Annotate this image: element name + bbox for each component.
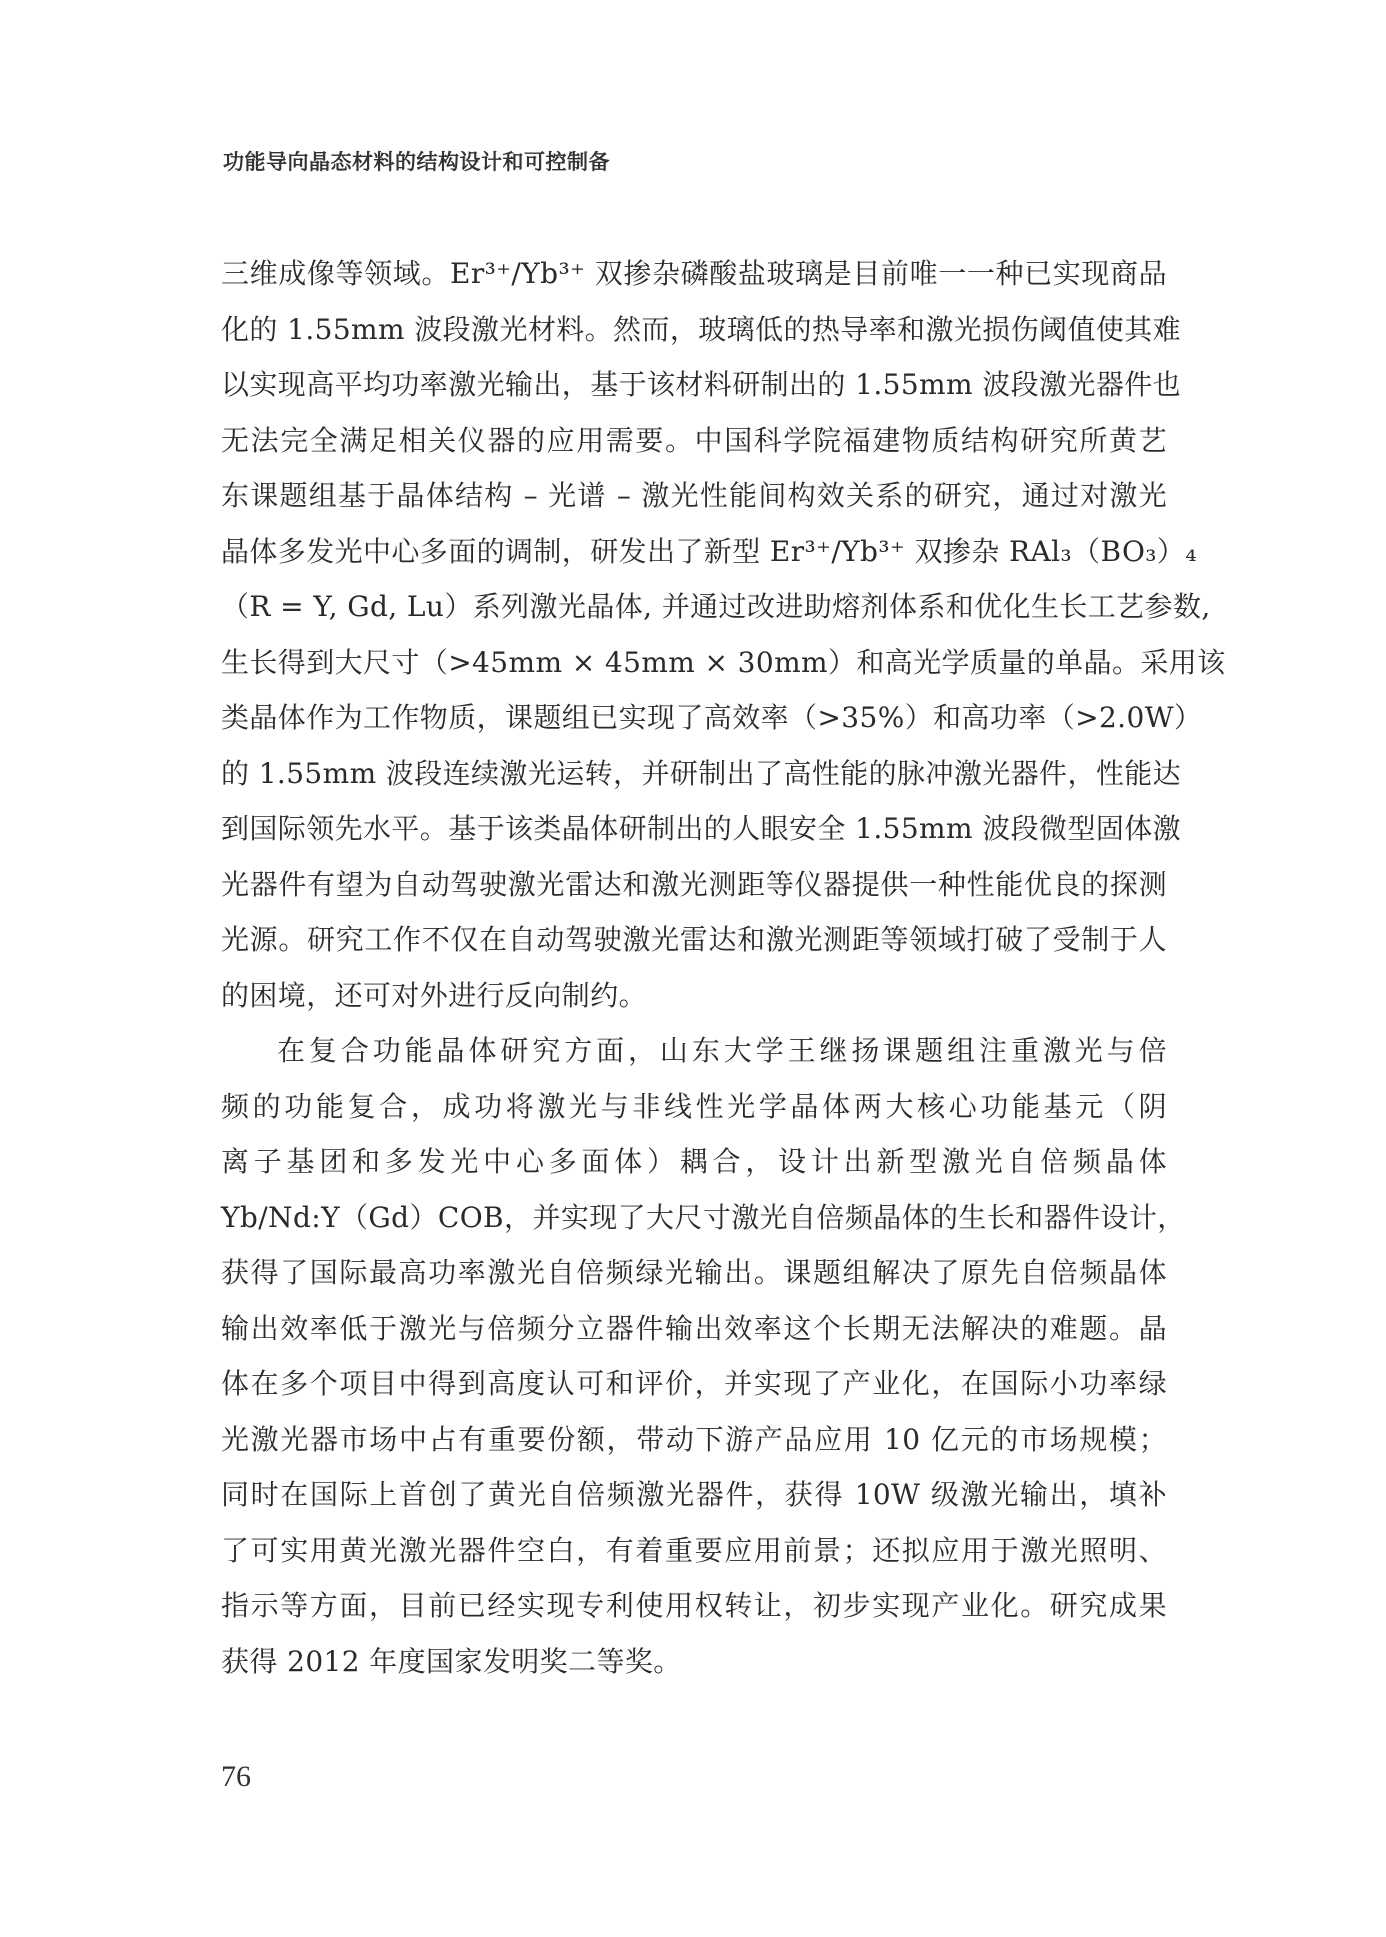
paragraph-2-line-6: 输出效率低于激光与倍频分立器件输出效率这个长期无法解决的难题。晶 [221, 1311, 1167, 1345]
paragraph-2-line-10: 了可实用黄光激光器件空白，有着重要应用前景；还拟应用于激光照明、 [221, 1533, 1167, 1567]
paragraph-1-line-5: 东课题组基于晶体结构 – 光谱 – 激光性能间构效关系的研究，通过对激光 [221, 479, 1167, 512]
paragraph-1-line-4: 无法完全满足相关仪器的应用需要。中国科学院福建物质结构研究所黄艺 [221, 423, 1167, 457]
paragraph-1-line-13: 光源。研究工作不仅在自动驾驶激光雷达和激光测距等领域打破了受制于人 [221, 923, 1167, 956]
running-header-title: 功能导向晶态材料的结构设计和可控制备 [223, 150, 610, 174]
paragraph-2-line-4: Yb/Nd:Y（Gd）COB，并实现了大尺寸激光自倍频晶体的生长和器件设计， [221, 1200, 1186, 1234]
paragraph-1-line-3: 以实现高平均功率激光输出，基于该材料研制出的 1.55mm 波段激光器件也 [221, 368, 1182, 401]
paragraph-2-line-3: 离子基团和多发光中心多面体）耦合，设计出新型激光自倍频晶体 [221, 1145, 1167, 1178]
paragraph-1-line-14: 的困境，还可对外进行反向制约。 [221, 978, 648, 1012]
paragraph-2-line-5: 获得了国际最高功率激光自倍频绿光输出。课题组解决了原先自倍频晶体 [221, 1256, 1167, 1289]
paragraph-2-line-2: 频的功能复合，成功将激光与非线性光学晶体两大核心功能基元（阴 [221, 1089, 1167, 1123]
paragraph-1-line-10: 的 1.55mm 波段连续激光运转，并研制出了高性能的脉冲激光器件，性能达 [221, 756, 1182, 790]
paragraph-2-line-11: 指示等方面，目前已经实现专利使用权转让，初步实现产业化。研究成果 [221, 1589, 1167, 1622]
paragraph-1-line-2: 化的 1.55mm 波段激光材料。然而，玻璃低的热导率和激光损伤阈值使其难 [221, 312, 1182, 346]
paragraph-2-line-8: 光激光器市场中占有重要份额，带动下游产品应用 10 亿元的市场规模； [221, 1422, 1167, 1456]
paragraph-1-line-1: 三维成像等领域。Er³⁺/Yb³⁺ 双掺杂磷酸盐玻璃是目前唯一一种已实现商品 [221, 257, 1167, 290]
page-number: 76 [221, 1760, 251, 1793]
paragraph-1-line-7: （R = Y, Gd, Lu）系列激光晶体, 并通过改进助熔剂体系和优化生长工艺参数, [221, 590, 1211, 623]
paragraph-1-line-9: 类晶体作为工作物质，课题组已实现了高效率（>35%）和高功率（>2.0W） [221, 701, 1203, 734]
paragraph-2-line-9: 同时在国际上首创了黄光自倍频激光器件，获得 10W 级激光输出，填补 [221, 1478, 1167, 1511]
paragraph-1-line-11: 到国际领先水平。基于该类晶体研制出的人眼安全 1.55mm 波段微型固体激 [221, 812, 1182, 845]
body-text [221, 246, 1226, 1689]
paragraph-1-line-8: 生长得到大尺寸（>45mm × 45mm × 30mm）和高光学质量的单晶。采用该 [221, 645, 1226, 679]
paragraph-1-line-6: 晶体多发光中心多面的调制，研发出了新型 Er³⁺/Yb³⁺ 双掺杂 RAl₃（BO₃）₄ [221, 534, 1197, 568]
paragraph-2-line-1: 在复合功能晶体研究方面，山东大学王继扬课题组注重激光与倍 [277, 1034, 1167, 1067]
paragraph-1-line-12: 光器件有望为自动驾驶激光雷达和激光测距等仪器提供一种性能优良的探测 [221, 867, 1167, 901]
paragraph-2-line-12: 获得 2012 年度国家发明奖二等奖。 [221, 1644, 682, 1678]
paragraph-2-line-7: 体在多个项目中得到高度认可和评价，并实现了产业化，在国际小功率绿 [221, 1367, 1167, 1400]
